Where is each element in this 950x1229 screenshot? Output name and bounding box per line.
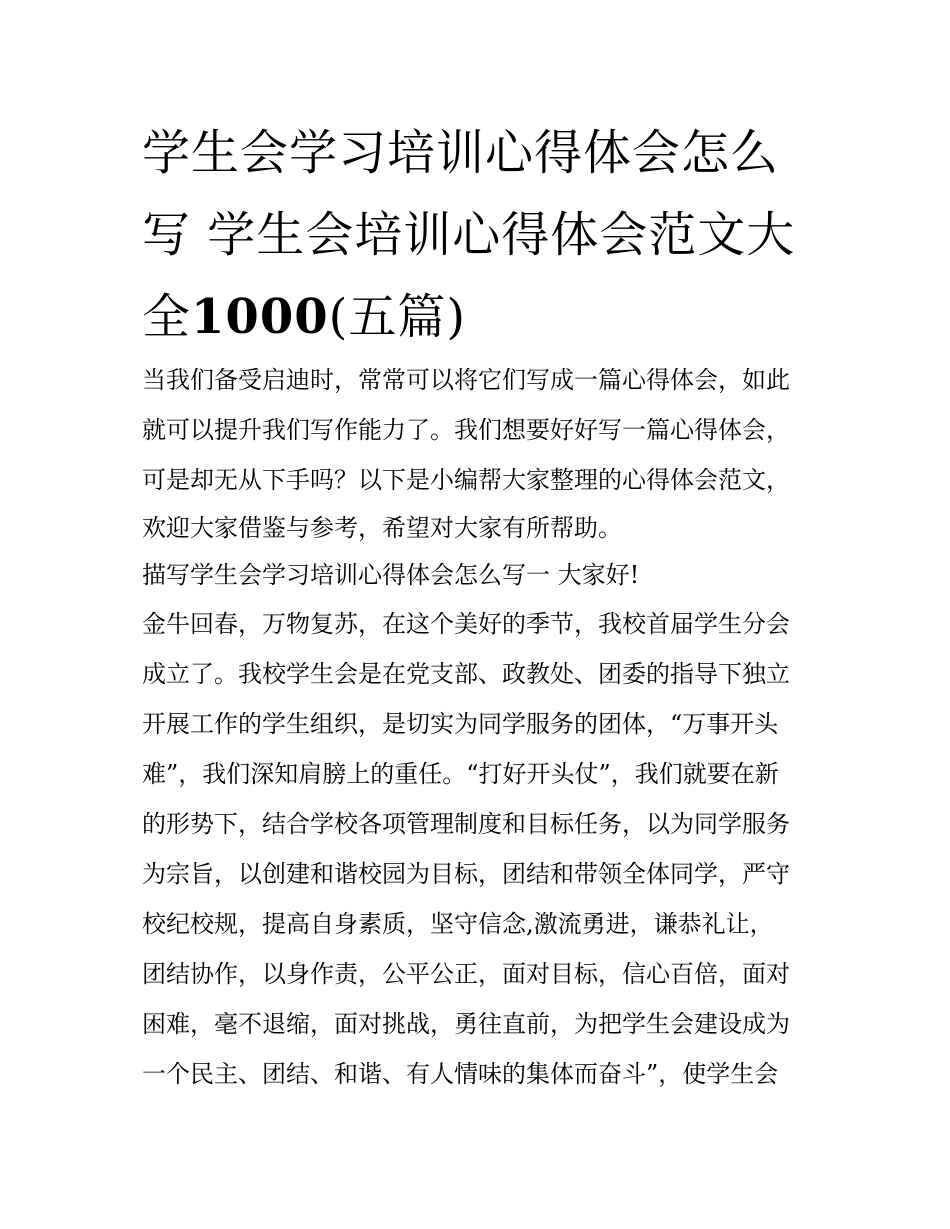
body-line: 开展工作的学生组织，是切实为同学服务的团体，“万事开头 <box>142 710 779 738</box>
title-tail: (五篇) <box>328 289 467 345</box>
body-line: 一个民主、团结、和谐、有人情味的集体而奋斗”，使学生会 <box>142 1060 779 1088</box>
body-line: 金牛回春，万物复苏，在这个美好的季节，我校首届学生分会 <box>142 610 790 638</box>
document-title <box>142 112 822 358</box>
body-line: 团结协作，以身作责，公平公正，面对目标，信心百倍，面对 <box>142 960 790 988</box>
body-line: 可是却无从下手吗？以下是小编帮大家整理的心得体会范文， <box>142 466 790 494</box>
section-heading: 描写学生会学习培训心得体会怎么写一 大家好! <box>142 561 640 589</box>
title-line-1: 学生会学习培训心得体会怎么 <box>142 125 780 181</box>
body-line: 的形势下，结合学校各项管理制度和目标任务，以为同学服务 <box>142 810 790 838</box>
body-line: 校纪校规，提高自身素质，坚守信念,激流勇进，谦恭礼让， <box>142 910 774 938</box>
body-line: 难”，我们深知肩膀上的重任。“打好开头仗”，我们就要在新 <box>142 760 779 788</box>
body-line: 当我们备受启迪时，常常可以将它们写成一篇心得体会，如此 <box>142 366 790 394</box>
body-line: 就可以提升我们写作能力了。我们想要好好写一篇心得体会， <box>142 416 790 444</box>
title-line-3: 全 <box>142 289 192 345</box>
title-number: 1000 <box>191 289 329 345</box>
body-line: 困难，毫不退缩，面对挑战，勇往直前，为把学生会建设成为 <box>142 1010 790 1038</box>
title-line-2: 写 学生会培训心得体会范文大 <box>142 207 796 263</box>
body-line: 为宗旨，以创建和谐校园为目标，团结和带领全体同学，严守 <box>142 860 790 888</box>
document-body <box>142 355 832 1099</box>
body-line: 成立了。我校学生会是在党支部、政教处、团委的指导下独立 <box>142 660 790 688</box>
body-line: 欢迎大家借鉴与参考，希望对大家有所帮助。 <box>142 514 622 542</box>
